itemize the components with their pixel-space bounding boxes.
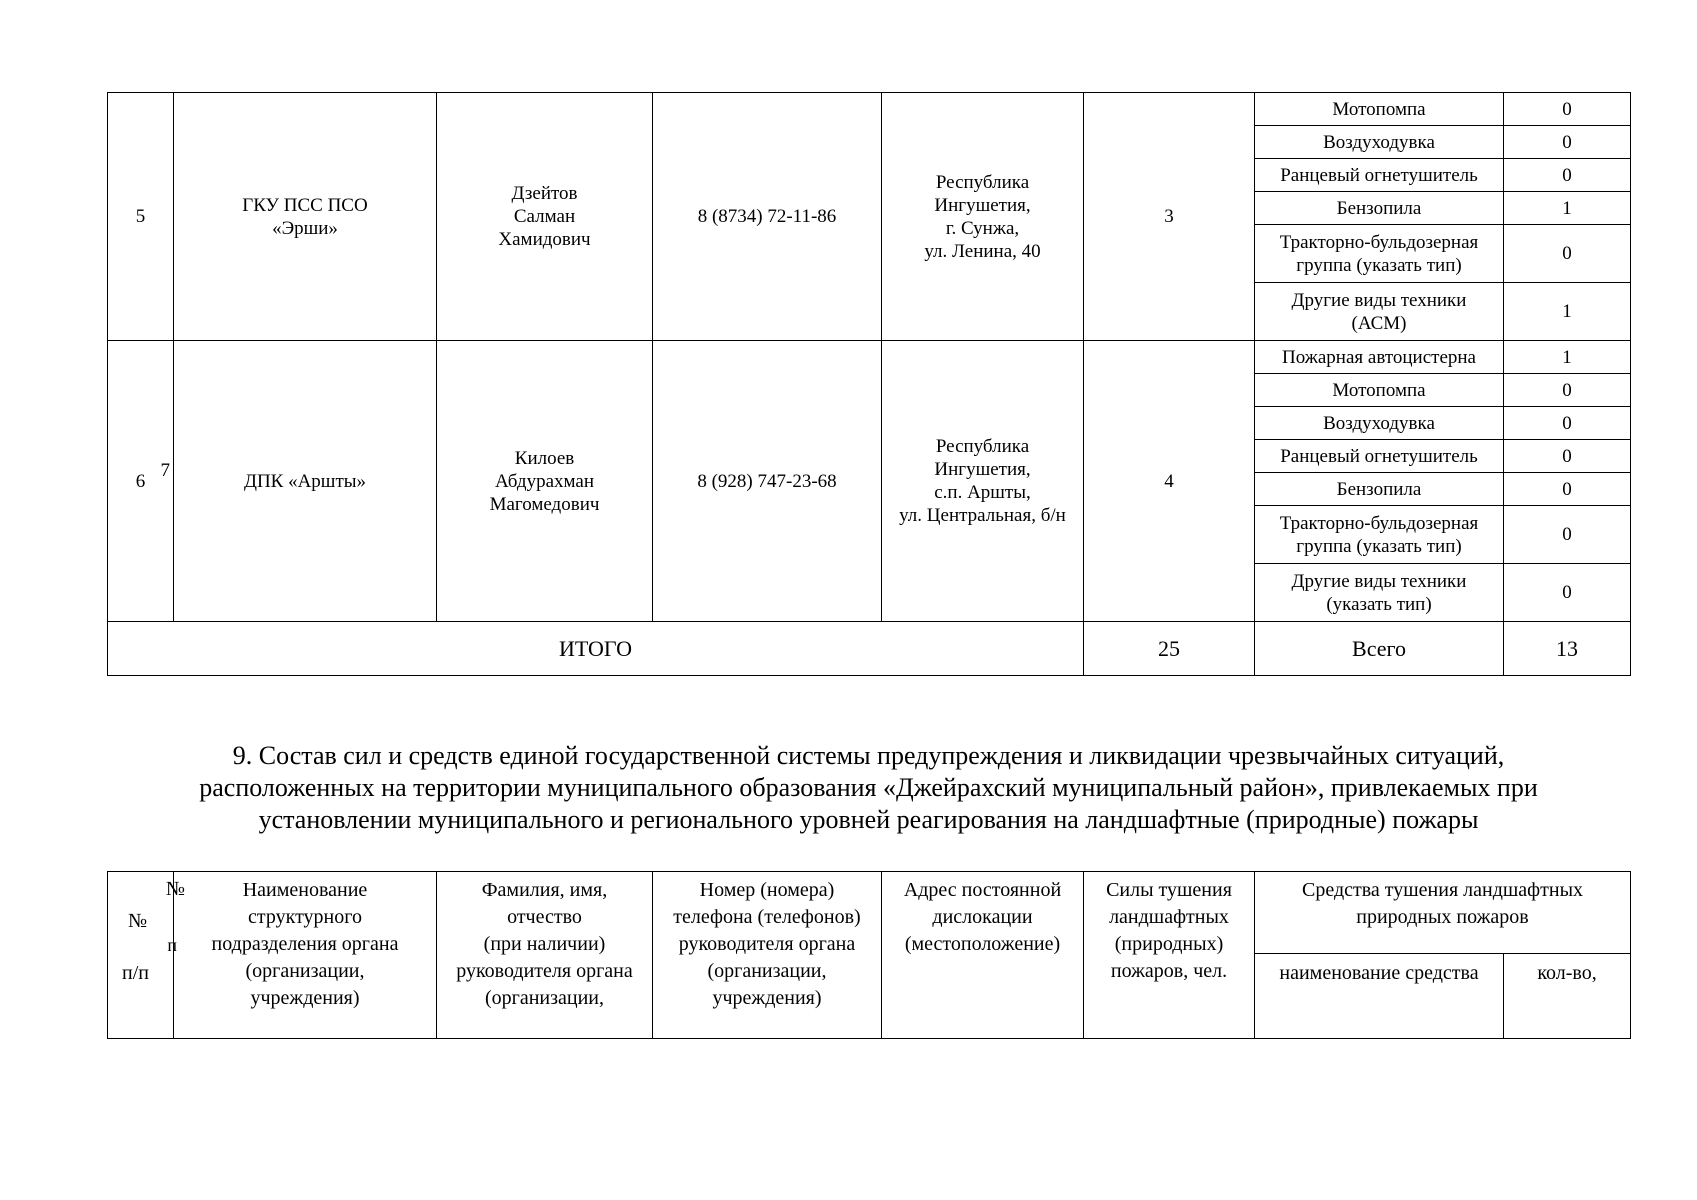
address-line: г. Сунжа, — [945, 217, 1020, 239]
header-num-sign-stray: № — [165, 878, 185, 900]
header-phone-line: Номер (номера) — [699, 879, 835, 901]
equipment-name-line: Пожарная автоцистерна — [1282, 346, 1476, 368]
header-means — [1255, 872, 1631, 954]
total-label: ИТОГО — [108, 622, 1084, 676]
organization-line: «Эрши» — [272, 217, 338, 239]
cell-equipment-qty: 0 — [1504, 93, 1631, 126]
forces-table-body — [108, 93, 1631, 676]
cell-equipment-name — [1255, 374, 1504, 407]
equipment-name-line: Ранцевый огнетушитель — [1280, 445, 1478, 467]
cell-equipment-qty: 1 — [1504, 192, 1631, 225]
address-line: Республика — [935, 171, 1030, 193]
total-all-label: Всего — [1255, 622, 1504, 676]
cell-forces: 3 — [1084, 93, 1255, 341]
header-means-line: Средства тушения ландшафтных — [1302, 879, 1584, 901]
cell-number — [108, 341, 174, 622]
header-phone-line: телефона (телефонов) — [673, 906, 861, 928]
header-forces-line: (природных) — [1114, 933, 1224, 955]
cell-phone: 8 (928) 747-23-68 — [653, 341, 882, 622]
header-address-line: Адрес постоянной — [903, 879, 1062, 901]
cell-equipment-name — [1255, 93, 1504, 126]
equipment-name-line: Тракторно-бульдозерная — [1279, 231, 1479, 253]
cell-equipment-qty: 0 — [1504, 440, 1631, 473]
head-name-line: Хамидович — [498, 229, 591, 250]
forces-table-continued — [107, 92, 1631, 676]
cell-address — [882, 341, 1084, 622]
header-phone-line: (организации, — [707, 960, 827, 982]
header-org — [174, 872, 437, 1039]
header-org-line: (организации, — [245, 960, 365, 982]
heading-line-1: 9. Состав сил и средств единой государственной системы предупреждения и ликвидации чрезвычайных ситуаций, — [232, 741, 1505, 770]
cell-equipment-name — [1255, 159, 1504, 192]
organization-line: ДПК «Аршты» — [243, 470, 367, 492]
stray-mark: 7 — [160, 460, 170, 481]
header-org-line: структурного — [248, 906, 362, 928]
address-line: Республика — [935, 436, 1030, 457]
cell-equipment-qty: 0 — [1504, 473, 1631, 506]
cell-equipment-qty: 0 — [1504, 564, 1631, 622]
cell-equipment-name — [1255, 283, 1504, 341]
header-num — [108, 872, 185, 1039]
cell-equipment-name — [1255, 564, 1504, 622]
header-head-line: Фамилия, имя, — [481, 879, 608, 901]
cell-equipment-qty: 1 — [1504, 341, 1631, 374]
header-means-line: природных пожаров — [1356, 906, 1529, 928]
cell-equipment-name — [1255, 440, 1504, 473]
head-name-line: Абдурахман — [494, 470, 595, 492]
equipment-name-line: Бензопила — [1336, 197, 1422, 219]
equipment-name-line: (АСМ) — [1351, 312, 1407, 334]
cell-equipment-qty: 0 — [1504, 126, 1631, 159]
row-number: 6 — [135, 470, 146, 492]
cell-equipment-qty: 0 — [1504, 407, 1631, 440]
header-head-line: руководителя органа — [456, 960, 633, 982]
header-address-line: дислокации — [932, 906, 1033, 928]
cell-equipment-name — [1255, 407, 1504, 440]
address-line: Ингушетия, — [934, 459, 1031, 480]
equipment-name-line: Бензопила — [1336, 478, 1422, 500]
equipment-name-line: группа (указать тип) — [1296, 254, 1462, 276]
cell-number — [108, 93, 174, 341]
header-phone-line: учреждения) — [712, 987, 822, 1009]
header-address-line: (местоположение) — [904, 933, 1061, 955]
header-org-line: учреждения) — [250, 987, 360, 1009]
equipment-name-line: Тракторно-бульдозерная — [1279, 512, 1479, 534]
equipment-name-line: Воздуходувка — [1323, 131, 1435, 153]
header-forces-line: пожаров, чел. — [1110, 960, 1228, 982]
cell-address — [882, 93, 1084, 341]
heading-line-3: установлении муниципального и регионального уровней реагирования на ландшафтные (природные) пожары — [258, 805, 1479, 834]
head-name-line: Килоев — [514, 447, 575, 469]
row-number: 5 — [135, 206, 146, 227]
cell-equipment-name — [1255, 341, 1504, 374]
header-head-line: отчество — [507, 906, 582, 928]
cell-head — [437, 341, 653, 622]
head-name-line: Магомедович — [489, 493, 600, 515]
equipment-name-line: Воздуходувка — [1323, 412, 1435, 434]
equipment-name-line: Мотопомпа — [1332, 379, 1426, 401]
forces-table-header — [107, 871, 1631, 1039]
header-head-line: (организации, — [484, 987, 605, 1009]
header-num-sign: № — [128, 910, 148, 932]
header-org-line: Наименование — [242, 879, 368, 901]
equipment-name-line: Другие виды техники — [1291, 289, 1467, 311]
header-head-line: (при наличии) — [483, 933, 606, 955]
cell-equipment-qty: 0 — [1504, 159, 1631, 192]
header-means-name: наименование средства — [1255, 954, 1504, 1039]
total-row — [108, 622, 1631, 676]
cell-equipment-name — [1255, 192, 1504, 225]
header-phone-line: руководителя органа — [678, 933, 856, 955]
header-num-pp: п/п — [122, 962, 149, 984]
cell-equipment-qty: 0 — [1504, 225, 1631, 283]
cell-equipment-name — [1255, 126, 1504, 159]
cell-phone: 8 (8734) 72-11-86 — [653, 93, 882, 341]
cell-equipment-name — [1255, 506, 1504, 564]
header-org-line: подразделения органа — [211, 933, 399, 955]
cell-equipment-qty: 0 — [1504, 506, 1631, 564]
address-line: с.п. Аршты, — [934, 482, 1031, 503]
header-forces — [1084, 872, 1255, 1039]
address-line: ул. Ленина, 40 — [924, 240, 1041, 262]
header-forces-line: Силы тушения — [1106, 879, 1232, 901]
heading-line-2: расположенных на территории муниципального образования «Джейрахский муниципальный район», привлекаемых при — [199, 773, 1538, 802]
cell-equipment-name — [1255, 473, 1504, 506]
head-name-line: Дзейтов — [511, 183, 578, 204]
cell-equipment-qty: 1 — [1504, 283, 1631, 341]
header-head — [437, 872, 653, 1039]
section-heading — [107, 740, 1630, 836]
organization-line: ГКУ ПСС ПСО — [242, 194, 368, 216]
address-line: ул. Центральная, б/н — [899, 505, 1066, 526]
equipment-name-line: группа (указать тип) — [1296, 535, 1462, 557]
equipment-name-line: (указать тип) — [1326, 593, 1432, 615]
equipment-name-line: Ранцевый огнетушитель — [1280, 164, 1478, 186]
header-means-qty: кол-во, — [1504, 954, 1631, 1039]
cell-organization — [174, 93, 437, 341]
cell-equipment-name — [1255, 225, 1504, 283]
cell-head — [437, 93, 653, 341]
total-all-qty: 13 — [1504, 622, 1631, 676]
equipment-name-line: Мотопомпа — [1332, 98, 1426, 120]
total-forces: 25 — [1084, 622, 1255, 676]
table-row — [108, 93, 1631, 126]
cell-forces: 4 — [1084, 341, 1255, 622]
header-phone — [653, 872, 882, 1039]
equipment-name-line: Другие виды техники — [1291, 570, 1467, 592]
header-num-p-stray: п — [167, 935, 177, 955]
table-row — [108, 341, 1631, 374]
header-forces-line: ландшафтных — [1109, 906, 1229, 928]
head-name-line: Салман — [513, 206, 576, 227]
cell-organization — [174, 341, 437, 622]
address-line: Ингушетия, — [934, 194, 1031, 216]
cell-equipment-qty: 0 — [1504, 374, 1631, 407]
header-address — [882, 872, 1084, 1039]
